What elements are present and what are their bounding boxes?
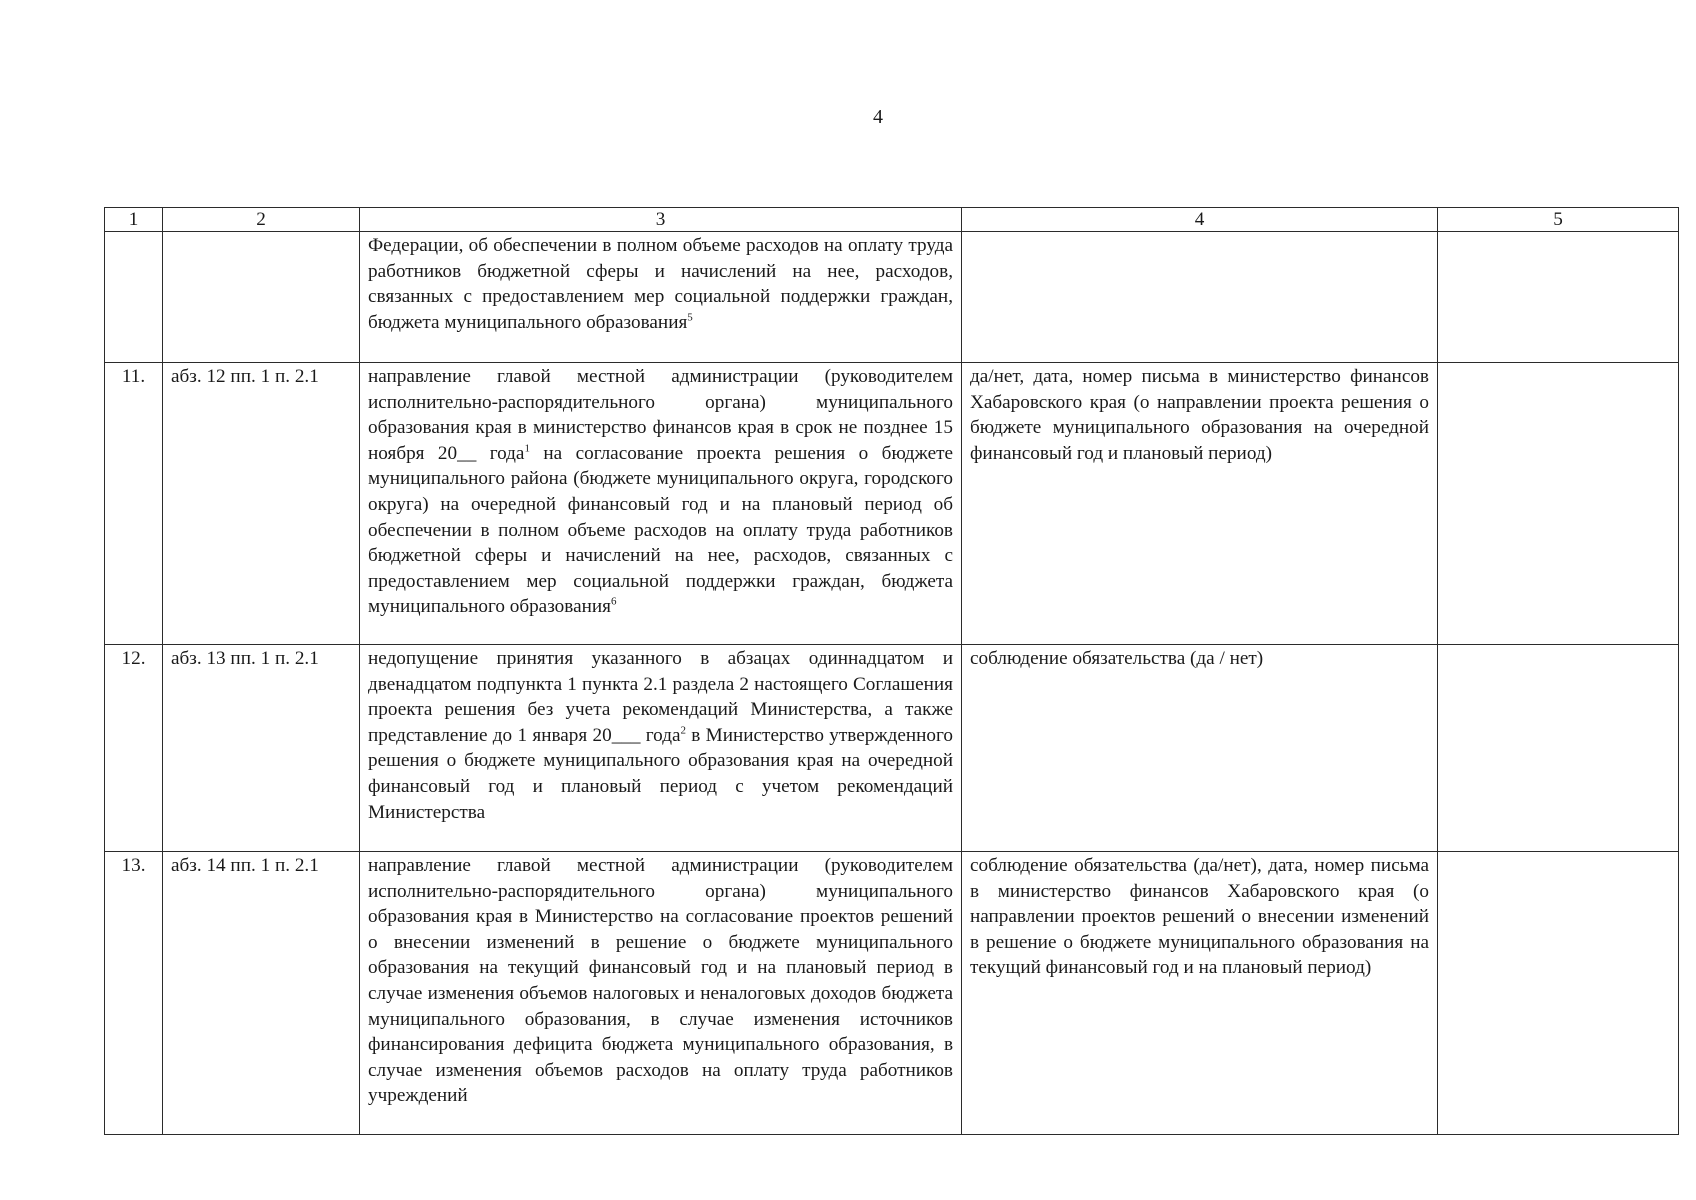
reference-cell: абз. 12 пп. 1 п. 2.1 xyxy=(163,363,360,645)
header-col-1: 1 xyxy=(105,208,163,232)
header-col-4: 4 xyxy=(962,208,1438,232)
obligation-text: Федерации, об обеспечении в полном объеме расходов на оплату труда работников бюджетной сферы и начислений на нее, расходов, связанных с предоставлением мер социальной поддержки граждан, бюджета муниципального образования xyxy=(368,235,953,333)
note-cell xyxy=(1438,232,1679,363)
table-row xyxy=(105,363,1679,645)
footnote-mark: 5 xyxy=(687,311,693,324)
indicator-cell: да/нет, дата, номер письма в министерство финансов Хабаровского края (о направлении проекта решения о бюджете муниципального образования на очередной финансовый год и плановый период) xyxy=(962,363,1438,645)
footnote-mark: 2 xyxy=(680,724,686,737)
obligation-cell xyxy=(360,645,962,852)
indicator-cell: соблюдение обязательства (да/нет), дата, номер письма в министерство финансов Хабаровского края (о направлении проектов решений о внесении изменений в решение о бюджете муниципального образования на текущий финансовый год и на плановый период) xyxy=(962,852,1438,1135)
obligations-table xyxy=(104,207,1679,1135)
header-col-5: 5 xyxy=(1438,208,1679,232)
note-cell xyxy=(1438,363,1679,645)
table-header-row xyxy=(105,208,1679,232)
note-cell xyxy=(1438,645,1679,852)
table-row-continuation xyxy=(105,232,1679,363)
indicator-cell xyxy=(962,232,1438,363)
obligation-cell xyxy=(360,232,962,363)
table-row xyxy=(105,645,1679,852)
obligation-text-continued: на согласование проекта решения о бюджете муниципального района (бюджете муниципального округа, городского округа) на очередной финансовый год и на плановый период об обеспечении в полном объеме расходов на оплату труда работников бюджетной сферы и начислений на нее, расходов, связанных с предоставлением мер социальной поддержки граждан, бюджета муниципального образования xyxy=(368,442,953,618)
obligation-cell xyxy=(360,363,962,645)
header-col-3: 3 xyxy=(360,208,962,232)
row-number-cell: 13. xyxy=(105,852,163,1135)
obligation-text-continued: в Министерство утвержденного решения о бюджете муниципального образования края на очередной финансовый год и плановый период с учетом рекомендаций Министерства xyxy=(368,724,953,823)
obligation-cell: направление главой местной администрации (руководителем исполнительно-распорядительного органа) муниципального образования края в Министерство на согласование проектов решений о внесении изменений в решение о бюджете муниципального образования на текущий финансовый год и на плановый период в случае изменения объемов налоговых и неналоговых доходов бюджета муниципального образования, в случае изменения источников финансирования дефицита бюджета муниципального образования, в случае изменения объемов расходов на оплату труда работников учреждений xyxy=(360,852,962,1135)
footnote-mark: 6 xyxy=(610,595,617,608)
row-number-cell: 11. xyxy=(105,363,163,645)
obligation-text: недопущение принятия указанного в абзацах одиннадцатом и двенадцатом подпункта 1 пункта 2.1 раздела 2 настоящего Соглашения проекта решения без учета рекомендаций Министерства, а также представление до 1 января 20___ года xyxy=(368,648,953,746)
row-number-cell: 12. xyxy=(105,645,163,852)
reference-cell xyxy=(163,232,360,363)
page-number: 4 xyxy=(873,106,883,128)
note-cell xyxy=(1438,852,1679,1135)
reference-cell: абз. 13 пп. 1 п. 2.1 xyxy=(163,645,360,852)
indicator-cell: соблюдение обязательства (да / нет) xyxy=(962,645,1438,852)
table-row xyxy=(105,852,1679,1135)
header-col-2: 2 xyxy=(163,208,360,232)
obligation-text: направление главой местной администрации (руководителем исполнительно-распорядительного органа) муниципального образования края в министерство финансов края в срок не позднее 15 ноября 20__ года xyxy=(368,366,953,464)
footnote-mark: 1 xyxy=(524,442,530,455)
row-number-cell xyxy=(105,232,163,363)
reference-cell: абз. 14 пп. 1 п. 2.1 xyxy=(163,852,360,1135)
